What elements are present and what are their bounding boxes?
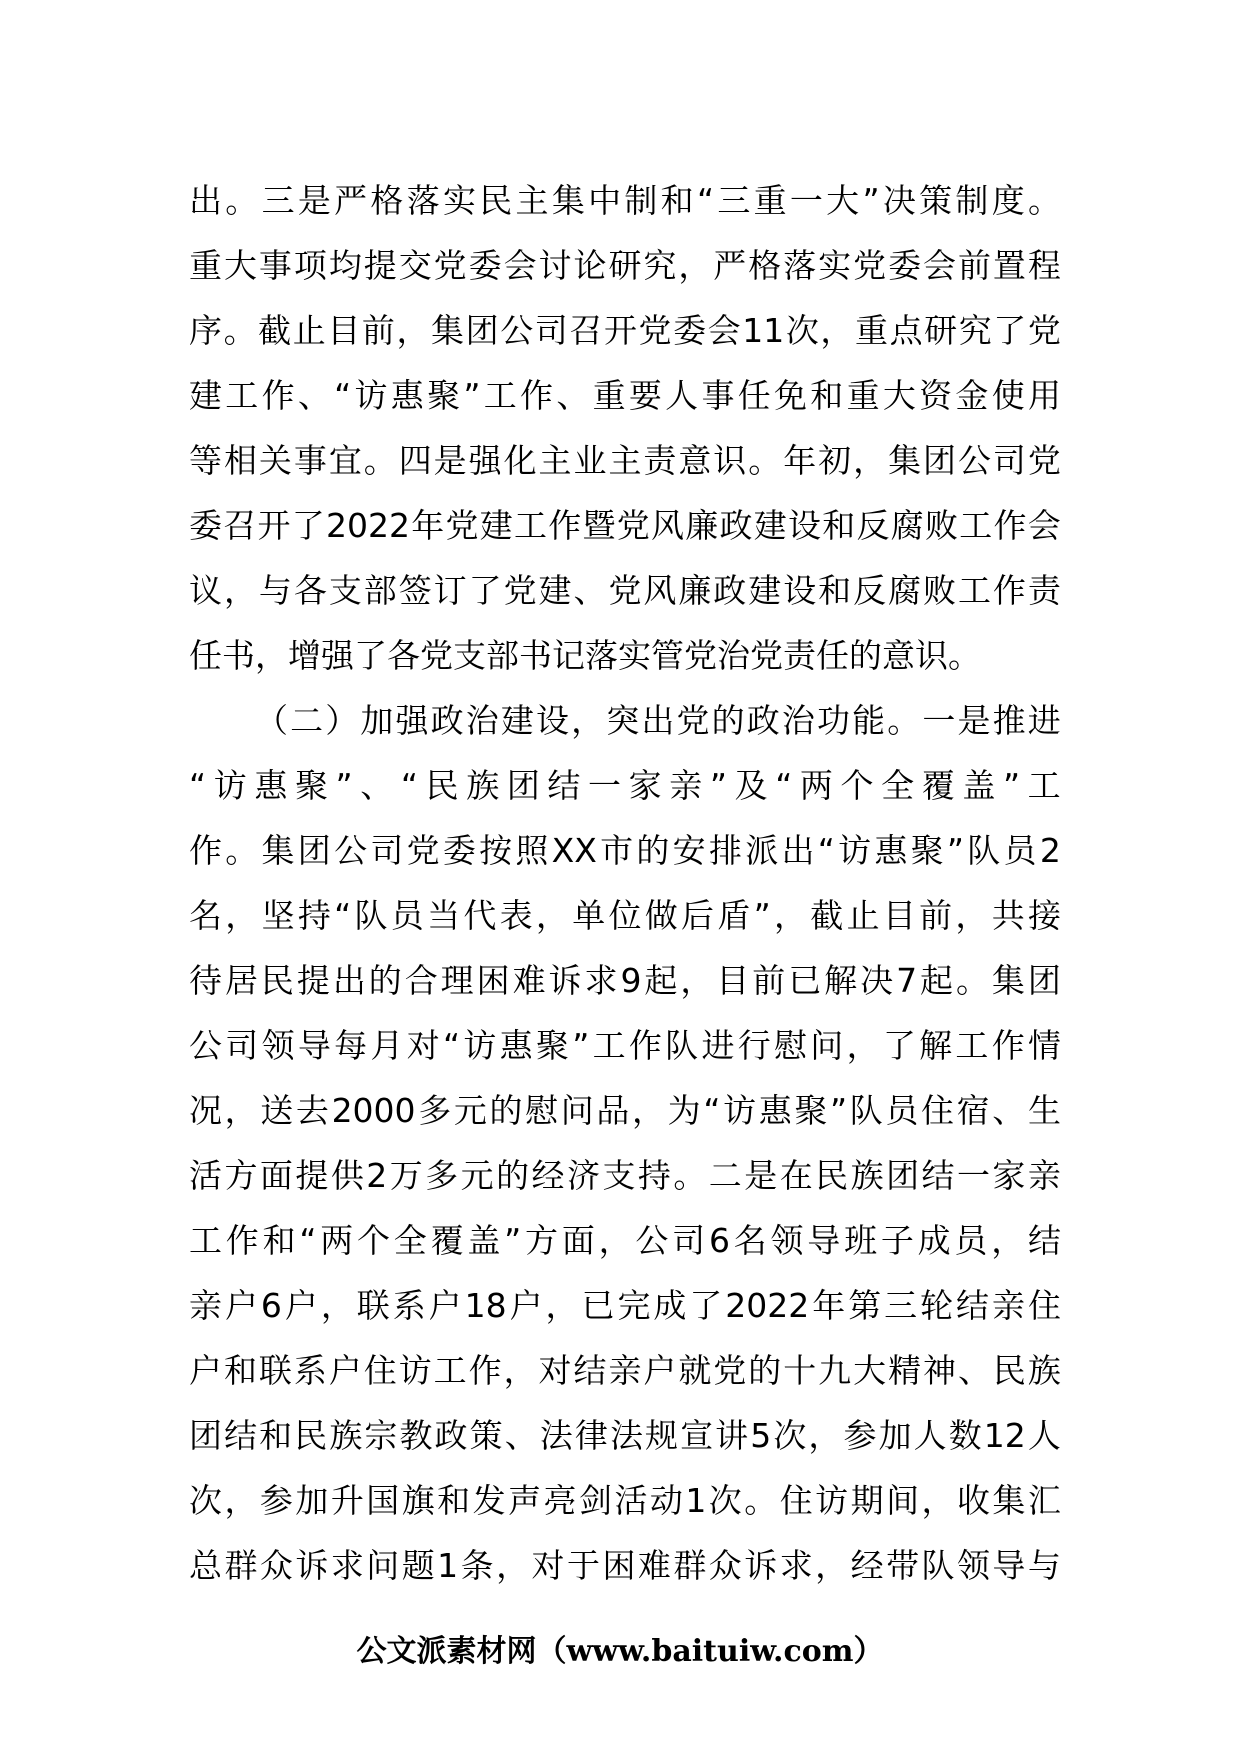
- text-line: 工 作 和 “ 两 个 全 覆 盖 ” 方 面 ， 公 司 6 名 领 导 班 子 成 员 ， 结: [189, 1221, 1061, 1260]
- text-line: 任书，增强了各党支部书记落实管党治党责任的意识。: [189, 636, 981, 675]
- text-line: 作 。 集 团 公 司 党 委 按 照 XX 市 的 安 排 派 出 “ 访 惠 聚 ” 队 员 2: [189, 831, 1061, 870]
- text-line: 委 召 开 了 2022 年 党 建 工 作 暨 党 风 廉 政 建 设 和 反 腐 败 工 作 会: [189, 506, 1061, 545]
- text-line: 等 相 关 事 宜 。 四 是 强 化 主 业 主 责 意 识 。 年 初 ， 集 团 公 司 党: [189, 441, 1061, 480]
- text-line: 议 ， 与 各 支 部 签 订 了 党 建 、 党 风 廉 政 建 设 和 反 腐 败 工 作 责: [189, 571, 1061, 610]
- text-line: 重 大 事 项 均 提 交 党 委 会 讨 论 研 究 ， 严 格 落 实 党 委 会 前 置 程: [189, 246, 1061, 285]
- document-body: [189, 168, 1061, 1598]
- text-line: 待 居 民 提 出 的 合 理 困 难 诉 求 9 起 ， 目 前 已 解 决 7 起 。 集 团: [189, 961, 1061, 1000]
- text-line: 次 ， 参 加 升 国 旗 和 发 声 亮 剑 活 动 1 次 。 住 访 期 间 ， 收 集 汇: [189, 1481, 1061, 1520]
- text-line: 况 ， 送 去 2000 多 元 的 慰 问 品 ， 为 “ 访 惠 聚 ” 队 员 住 宿 、 生: [189, 1091, 1061, 1130]
- text-line: （ 二 ） 加 强 政 治 建 设 ， 突 出 党 的 政 治 功 能 。 一 是 推 进: [255, 701, 1061, 740]
- text-line: 总 群 众 诉 求 问 题 1 条 ， 对 于 困 难 群 众 诉 求 ， 经 带 队 领 导 与: [189, 1546, 1061, 1585]
- text-line: 公 司 领 导 每 月 对 “ 访 惠 聚 ” 工 作 队 进 行 慰 问 ， 了 解 工 作 情: [189, 1026, 1061, 1065]
- text-line: 建 工 作 、 “ 访 惠 聚 ” 工 作 、 重 要 人 事 任 免 和 重 大 资 金 使 用: [189, 376, 1061, 415]
- text-line: 出 。 三 是 严 格 落 实 民 主 集 中 制 和 “ 三 重 一 大 ” 决 策 制 度 。: [189, 181, 1061, 220]
- text-line: 序 。 截 止 目 前 ， 集 团 公 司 召 开 党 委 会 11 次 ， 重 点 研 究 了 党: [189, 311, 1061, 350]
- text-line: 亲 户 6 户 ， 联 系 户 18 户 ， 已 完 成 了 2022 年 第 三 轮 结 亲 住: [189, 1286, 1061, 1325]
- text-line: “ 访 惠 聚 ” 、 “ 民 族 团 结 一 家 亲 ” 及 “ 两 个 全 覆 盖 ” 工: [189, 766, 1061, 805]
- text-line: 户 和 联 系 户 住 访 工 作 ， 对 结 亲 户 就 党 的 十 九 大 精 神 、 民 族: [189, 1351, 1061, 1390]
- text-line: 团 结 和 民 族 宗 教 政 策 、 法 律 法 规 宣 讲 5 次 ， 参 加 人 数 12 人: [189, 1416, 1061, 1455]
- text-line: 活 方 面 提 供 2 万 多 元 的 经 济 支 持 。 二 是 在 民 族 团 结 一 家 亲: [189, 1156, 1061, 1195]
- footer-watermark: 公文派素材网（www.baituiw.com）: [356, 1634, 884, 1669]
- text-line: 名 ， 坚 持 “ 队 员 当 代 表 ， 单 位 做 后 盾 ” ， 截 止 目 前 ， 共 接: [189, 896, 1061, 935]
